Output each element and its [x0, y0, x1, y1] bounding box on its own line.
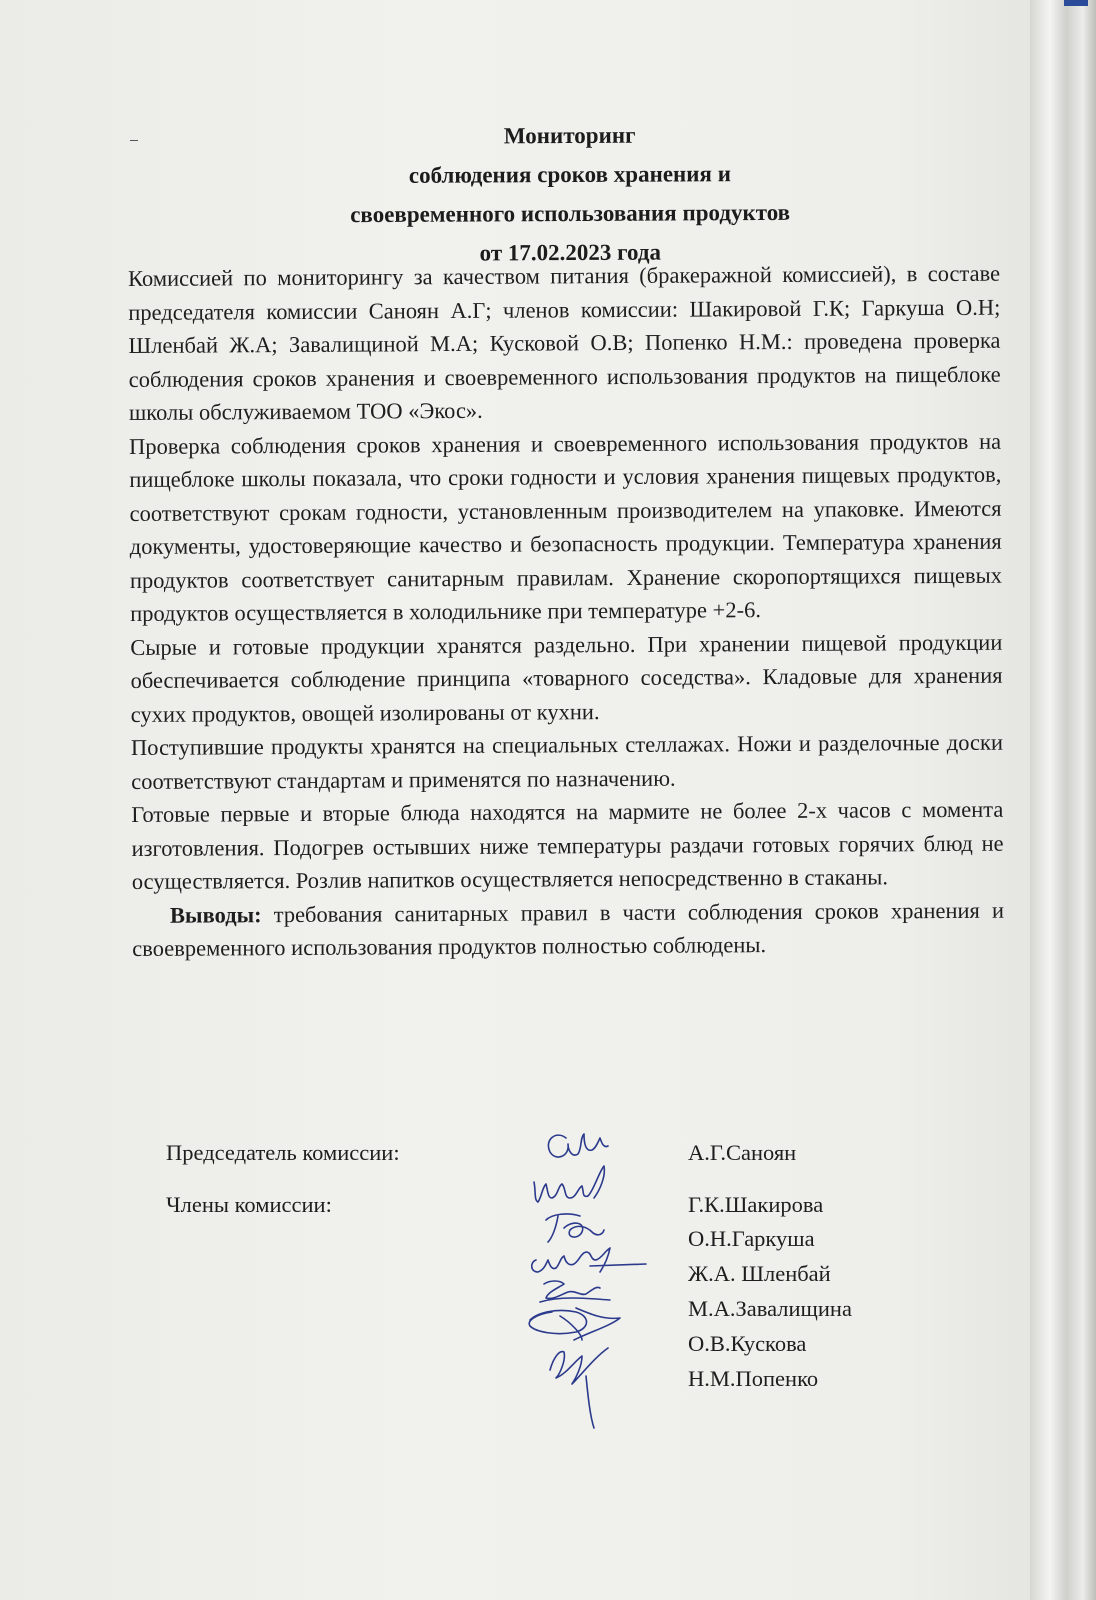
document-body — [128, 257, 1004, 966]
chair-name: А.Г.Саноян — [688, 1140, 797, 1165]
signature-member-5 — [529, 1308, 620, 1340]
signature-member-6 — [550, 1348, 608, 1428]
paragraph-conclusion — [132, 893, 1004, 965]
conclusion-label: Выводы: — [169, 901, 262, 928]
title-date: от 17.02.2023 года — [479, 239, 662, 266]
corner-mark — [1064, 0, 1088, 6]
paragraph-commission: Комиссией по мониторингу за качеством питания (бракеражной комиссией), в составе председателя комиссии Саноян А.Г; членов комиссии: Шакировой Г.К; Гаркуша О.Н; Шленбай Ж.А; Завалищиной М.А; Кусковой О.В; Попенко Н.М.: проведена проверка соблюдения сроков хранения и своевременного использования продуктов на пищеблоке школы обслуживаемом ТОО «Экос». — [128, 260, 1001, 425]
member-name: О.В.Кускова — [688, 1331, 807, 1356]
handwritten-signatures — [520, 1120, 720, 1440]
title-line: соблюдения сроков хранения и — [408, 161, 732, 188]
member-name: Н.М.Попенко — [688, 1366, 819, 1391]
title-line: своевременного использования продуктов — [350, 199, 791, 228]
signature-member-3 — [532, 1248, 646, 1272]
paper-edge — [1030, 0, 1096, 1600]
paragraph-inspection: Проверка соблюдения сроков хранения и своевременного использования продуктов на пищеблоке школы показала, что сроки годности и условия хранения пищевых продуктов, соответствуют срокам годности, установленным производителем на упаковке. Имеются документы, удостоверяющие качество и безопасность продукции. Температура хранения продуктов соответствует санитарным правилам. Хранение скоропортящихся пищевых продуктов осуществляется в холодильнике при температуре +2-6. — [129, 428, 1003, 626]
title-line: Мониторинг — [503, 122, 636, 149]
paragraph-dishes: Готовые первые и вторые блюда находятся на мармите не более 2-х часов с момента изготовления. Подогрев остывших ниже температуры раздачи готовых горячих блюд не осуществляется. Розлив напитков осуществляется непосредственно в стаканы. — [131, 796, 1004, 894]
member-name: М.А.Завалищина — [688, 1296, 852, 1321]
member-name: Г.К.Шакирова — [688, 1192, 824, 1217]
signature-member-4 — [540, 1281, 610, 1302]
signature-member-1 — [534, 1166, 604, 1202]
paragraph-storage: Сырые и готовые продукции хранятся раздельно. При хранении пищевой продукции обеспечивается соблюдение принципа «товарного соседства». Кладовые для хранения сухих продуктов, овощей изолированы от кухни. — [130, 629, 1003, 727]
signature-member-2 — [546, 1214, 604, 1242]
small-mark-left — [130, 140, 138, 141]
members-label: Члены комиссии: — [166, 1192, 332, 1217]
member-name: О.Н.Гаркуша — [688, 1226, 815, 1251]
document-title — [220, 114, 921, 274]
paragraph-shelves: Поступившие продукты хранятся на специальных стеллажах. Ножи и разделочные доски соответствуют стандартам и применятся по назначению. — [130, 729, 1004, 794]
conclusion-text: требования санитарных правил в части соблюдения сроков хранения и своевременного использования продуктов полностью соблюдены. — [132, 897, 1005, 961]
member-name: Ж.А. Шленбай — [688, 1261, 831, 1286]
signature-chair — [548, 1134, 608, 1157]
chair-label: Председатель комиссии: — [166, 1140, 400, 1165]
